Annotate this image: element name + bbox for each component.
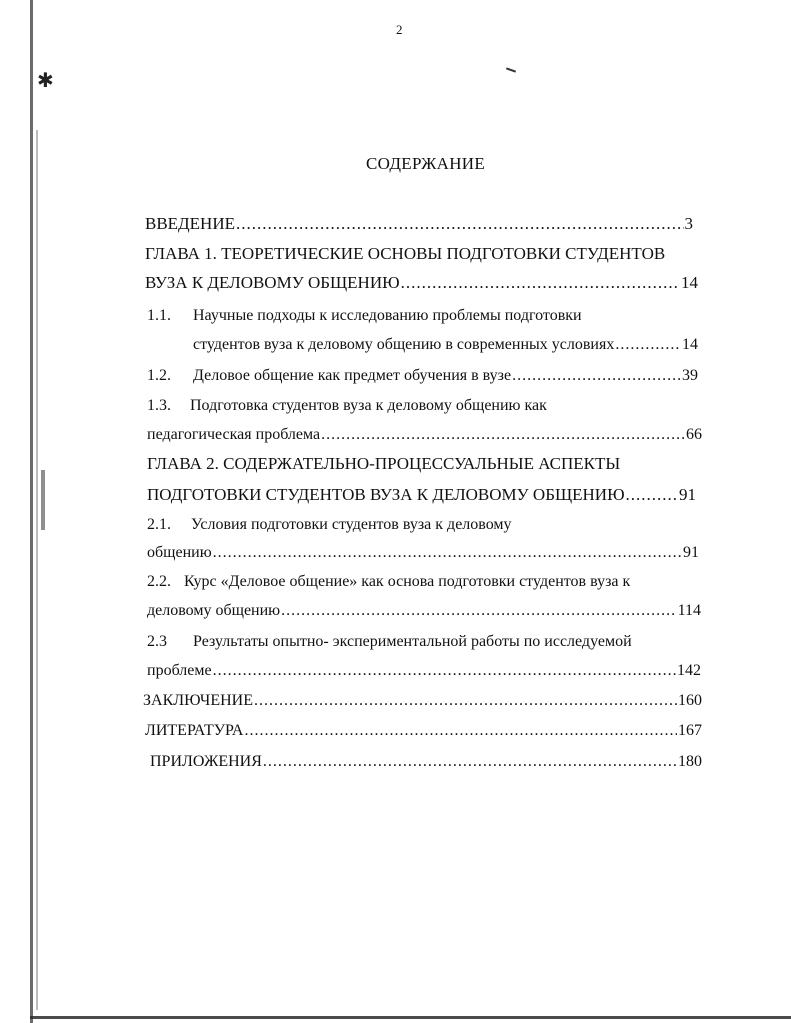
- toc-entry-1-3-line1: [147, 396, 547, 416]
- toc-entry-chapter-2: [147, 485, 696, 505]
- toc-page-number: 91: [683, 544, 699, 561]
- toc-page-number: 160: [678, 692, 702, 709]
- dot-leader: [213, 661, 676, 681]
- toc-entry-label: ВУЗА К ДЕЛОВОМУ ОБЩЕНИЮ: [145, 273, 400, 292]
- toc-entry-label: деловому общению: [147, 602, 281, 619]
- toc-page-number: 91: [679, 485, 696, 504]
- dot-leader: [254, 691, 677, 711]
- toc-page-number: 14: [681, 273, 698, 292]
- toc-entry-label: Деловое общение как предмет обучения в вузе: [193, 367, 512, 384]
- dot-leader: [626, 485, 678, 505]
- toc-entry-label: ПОДГОТОВКИ СТУДЕНТОВ ВУЗА К ДЕЛОВОМУ ОБЩЕНИЮ: [147, 485, 625, 504]
- toc-entry-2-1-line1: [147, 515, 512, 535]
- section-number: 2.1.: [147, 516, 171, 533]
- toc-page-number: 142: [677, 662, 701, 679]
- toc-entry-2-1: [147, 543, 699, 563]
- toc-entry-label: общению: [147, 544, 212, 561]
- toc-entry-conclusion: [143, 691, 702, 711]
- toc-page-number: 39: [682, 367, 698, 384]
- toc-entry-2-3: [147, 661, 701, 681]
- dot-leader: [213, 543, 682, 563]
- toc-entry-label: проблеме: [147, 662, 212, 679]
- section-number: 1.3.: [147, 397, 171, 414]
- dot-leader: [512, 366, 681, 386]
- toc-page-number: 167: [678, 722, 702, 739]
- dot-leader: [281, 601, 676, 621]
- scan-artifact: [506, 67, 516, 72]
- toc-entry-label: Подготовка студентов вуза к деловому общению как: [190, 397, 547, 414]
- scan-edge-line: [30, 0, 33, 1023]
- scan-speck-icon: ✱: [37, 70, 54, 92]
- toc-entry-label: педагогическая проблема: [147, 426, 321, 443]
- toc-entry-label: ЛИТЕРАТУРА: [145, 722, 244, 739]
- scan-bottom-line: [30, 1016, 791, 1019]
- scan-artifact: [41, 470, 45, 530]
- dot-leader: [263, 752, 677, 772]
- scan-edge-line: [36, 130, 38, 1010]
- section-number: 2.2.: [147, 573, 171, 590]
- toc-entry-intro: [145, 214, 693, 234]
- toc-page-number: 14: [682, 336, 698, 353]
- toc-entry-1-3: [147, 425, 702, 445]
- toc-entry-literature: [145, 721, 702, 741]
- section-number: 1.2.: [147, 367, 171, 384]
- toc-entry-chapter-1: [145, 273, 698, 293]
- toc-entry-1-2: [147, 366, 698, 386]
- section-number: 1.1.: [147, 307, 171, 324]
- page-number: 2: [396, 22, 403, 37]
- toc-title: СОДЕРЖАНИЕ: [366, 154, 486, 173]
- dot-leader: [401, 273, 680, 293]
- toc-entry-label: студентов вуза к деловому общению в современных условиях: [193, 336, 615, 353]
- toc-page-number: 3: [684, 214, 693, 233]
- toc-page-number: 66: [686, 426, 702, 443]
- dot-leader: [321, 425, 685, 445]
- dot-leader: [236, 214, 684, 234]
- toc-entry-label: ПРИЛОЖЕНИЯ: [150, 753, 262, 770]
- toc-chapter-1-title: ГЛАВА 1. ТЕОРЕТИЧЕСКИЕ ОСНОВЫ ПОДГОТОВКИ СТУДЕНТОВ: [145, 244, 666, 263]
- toc-entry-1-1: [193, 335, 698, 355]
- toc-entry-2-3-line1: [147, 632, 632, 652]
- toc-entry-label: ВВЕДЕНИЕ: [145, 214, 235, 233]
- toc-entry-label: Условия подготовки студентов вуза к деловому: [191, 516, 512, 533]
- toc-entry-appendix: [150, 752, 702, 772]
- toc-entry-label: Курс «Деловое общение» как основа подготовки студентов вуза к: [184, 573, 631, 590]
- toc-page-number: 114: [677, 602, 701, 619]
- toc-entry-label: Результаты опытно- экспериментальной работы по исследуемой: [193, 633, 632, 650]
- toc-entry-label: ЗАКЛЮЧЕНИЕ: [143, 692, 253, 709]
- dot-leader: [615, 335, 681, 355]
- section-number: 2.3: [147, 633, 167, 650]
- dot-leader: [244, 721, 677, 741]
- toc-page-number: 180: [678, 753, 702, 770]
- toc-chapter-2-title: ГЛАВА 2. СОДЕРЖАТЕЛЬНО-ПРОЦЕССУАЛЬНЫЕ АСПЕКТЫ: [147, 454, 621, 473]
- toc-entry-label: Научные подходы к исследованию проблемы подготовки: [193, 307, 582, 324]
- toc-entry-1-1-line1: [147, 306, 582, 326]
- toc-entry-2-2: [147, 601, 701, 621]
- toc-entry-2-2-line1: [147, 572, 630, 592]
